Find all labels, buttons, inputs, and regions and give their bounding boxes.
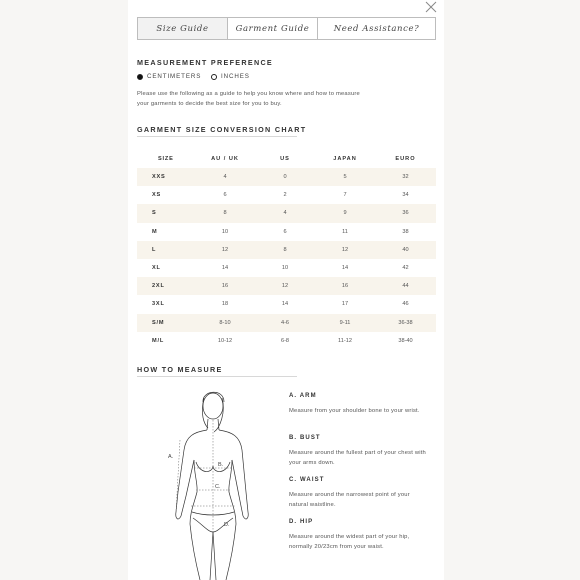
heading-divider xyxy=(137,136,297,137)
value-cell: 11 xyxy=(342,228,348,235)
value-cell: 36 xyxy=(402,210,409,217)
radio-label: CENTIMETERS xyxy=(147,73,202,80)
measurement-preference-heading: MEASUREMENT PREFERENCE xyxy=(137,58,274,67)
measurement-intro-text: Please use the following as a guide to help you know where and how to measure your garments to decide the best size for you to buy. xyxy=(137,91,360,107)
radio-label: INCHES xyxy=(221,73,250,80)
size-cell: XXS xyxy=(152,174,166,181)
value-cell: 8 xyxy=(283,246,287,253)
step-hip xyxy=(289,519,429,552)
value-cell: 38 xyxy=(402,228,409,235)
column-header: US xyxy=(280,156,290,162)
value-cell: 7 xyxy=(343,192,347,199)
size-conversion-table xyxy=(137,150,436,350)
size-cell: XL xyxy=(152,265,161,272)
column-header: JAPAN xyxy=(333,156,357,162)
value-cell: 36-38 xyxy=(398,319,413,326)
value-cell: 16 xyxy=(221,283,229,290)
step-arm xyxy=(289,393,429,417)
value-cell: 4-6 xyxy=(280,319,290,326)
column-header: SIZE xyxy=(158,156,174,162)
close-icon[interactable] xyxy=(425,1,437,13)
value-cell: 18 xyxy=(221,301,229,308)
size-cell: 2XL xyxy=(152,283,165,290)
size-cell: L xyxy=(152,246,157,253)
conversion-chart-heading: GARMENT SIZE CONVERSION CHART xyxy=(137,125,307,134)
tab-need-assistance[interactable]: Need Assistance? xyxy=(333,23,420,34)
value-cell: 6 xyxy=(283,228,287,235)
table-row xyxy=(137,168,436,186)
figure-label-b: B. xyxy=(218,462,224,468)
value-cell: 2 xyxy=(283,192,287,199)
value-cell: 42 xyxy=(402,265,409,272)
column-header: EURO xyxy=(395,156,416,162)
table-row xyxy=(137,314,436,332)
value-cell: 38-40 xyxy=(398,337,413,344)
value-cell: 40 xyxy=(402,246,409,253)
radio-selected-icon xyxy=(137,74,143,80)
value-cell: 17 xyxy=(341,301,349,308)
figure-label-c: C. xyxy=(215,484,221,490)
value-cell: 46 xyxy=(402,301,409,308)
table-row xyxy=(137,204,436,222)
value-cell: 6-8 xyxy=(280,337,290,344)
step-title: D. HIP xyxy=(289,519,314,525)
value-cell: 16 xyxy=(341,283,349,290)
heading-divider xyxy=(137,376,297,377)
value-cell: 4 xyxy=(223,174,227,181)
size-cell: S/M xyxy=(152,319,165,326)
value-cell: 9-11 xyxy=(339,319,351,326)
value-cell: 10 xyxy=(221,228,229,235)
table-row xyxy=(137,277,436,295)
figure-label-a: A. xyxy=(168,454,174,460)
radio-unselected-icon xyxy=(211,74,217,80)
step-text: Measure from your shoulder bone to your wrist. xyxy=(289,408,420,414)
step-text: Measure around the narrowest point of your natural waistline. xyxy=(289,492,410,508)
size-cell: M xyxy=(152,228,158,235)
step-title: C. WAIST xyxy=(289,477,325,483)
table-row xyxy=(137,259,436,277)
step-title: A. ARM xyxy=(289,393,317,399)
radio-centimeters[interactable] xyxy=(137,73,201,80)
step-bust xyxy=(289,435,429,468)
figure-label-d: D. xyxy=(224,522,230,528)
value-cell: 12 xyxy=(341,246,349,253)
size-cell: M/L xyxy=(152,337,165,344)
value-cell: 8 xyxy=(223,210,227,217)
value-cell: 11-12 xyxy=(338,337,352,344)
step-text: Measure around the fullest part of your chest with your arms down. xyxy=(289,450,426,466)
step-text: Measure around the widest part of your hip, normally 20/23cm from your waist. xyxy=(289,534,410,550)
value-cell: 34 xyxy=(402,192,409,199)
size-cell: 3XL xyxy=(152,301,165,308)
value-cell: 14 xyxy=(341,265,349,272)
value-cell: 8-10 xyxy=(219,319,231,326)
column-header: AU / UK xyxy=(211,156,239,162)
value-cell: 12 xyxy=(221,246,229,253)
radio-inches[interactable] xyxy=(211,73,250,80)
value-cell: 44 xyxy=(402,283,409,290)
size-cell: S xyxy=(152,210,157,217)
table-row xyxy=(137,241,436,259)
tab-bar xyxy=(137,17,436,40)
value-cell: 14 xyxy=(281,301,289,308)
step-title: B. BUST xyxy=(289,435,321,441)
table-row xyxy=(137,186,436,204)
table-header-row xyxy=(137,150,436,168)
tab-garment-guide[interactable]: Garment Guide xyxy=(228,18,318,39)
value-cell: 4 xyxy=(283,210,287,217)
table-row xyxy=(137,332,436,350)
value-cell: 14 xyxy=(221,265,229,272)
value-cell: 10 xyxy=(281,265,289,272)
tab-size-guide[interactable]: Size Guide xyxy=(138,18,228,39)
value-cell: 9 xyxy=(343,210,347,217)
how-to-measure-heading: HOW TO MEASURE xyxy=(137,365,223,374)
step-waist xyxy=(289,477,429,510)
value-cell: 12 xyxy=(281,283,289,290)
value-cell: 5 xyxy=(343,174,347,181)
table-row xyxy=(137,223,436,241)
table-row xyxy=(137,295,436,313)
size-cell: XS xyxy=(152,192,162,199)
value-cell: 10-12 xyxy=(217,337,233,344)
value-cell: 0 xyxy=(283,174,287,181)
body-measurement-figure xyxy=(160,384,270,580)
value-cell: 32 xyxy=(402,174,409,181)
table-body xyxy=(137,168,436,350)
value-cell: 6 xyxy=(223,192,227,199)
